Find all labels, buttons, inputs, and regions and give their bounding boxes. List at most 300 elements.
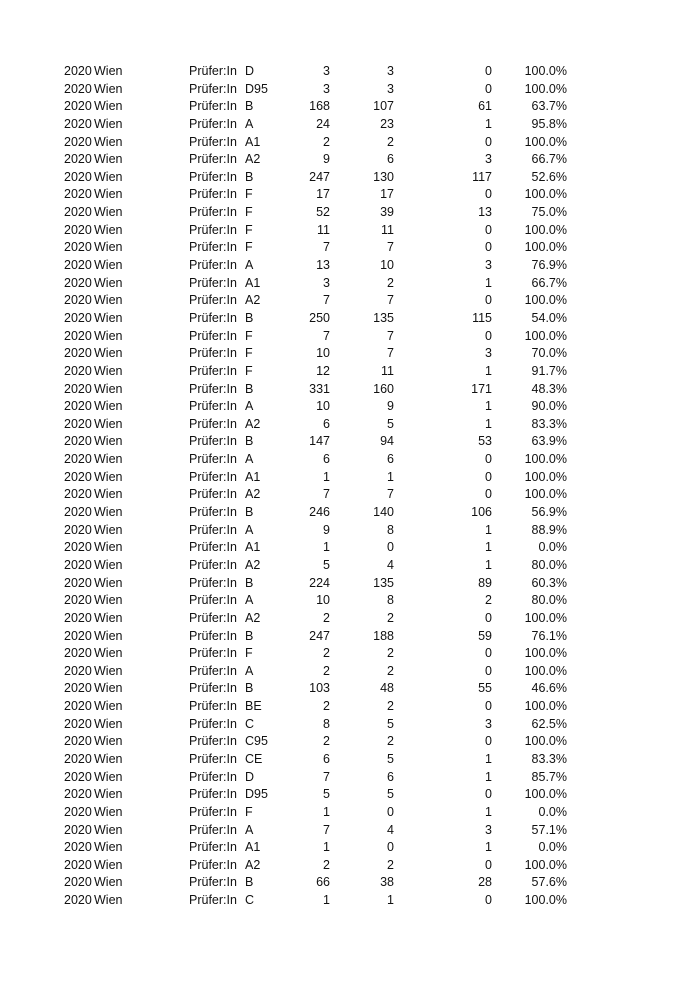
pass-rate-cell: 100.0%: [524, 663, 567, 678]
total-count-cell: 5: [323, 787, 330, 802]
role-cell: Prüfer:In: [189, 275, 237, 290]
total-count-cell: 7: [323, 328, 330, 343]
year-cell: 2020: [64, 469, 92, 484]
total-count-cell: 1: [323, 893, 330, 908]
table-row: [0, 222, 700, 240]
total-count-cell: 147: [309, 434, 330, 449]
city-cell: Wien: [94, 663, 123, 678]
total-count-cell: 247: [309, 628, 330, 643]
pass-rate-cell: 100.0%: [524, 293, 567, 308]
city-cell: Wien: [94, 822, 123, 837]
pass-rate-cell: 100.0%: [524, 893, 567, 908]
role-cell: Prüfer:In: [189, 328, 237, 343]
role-cell: Prüfer:In: [189, 240, 237, 255]
role-cell: Prüfer:In: [189, 751, 237, 766]
city-cell: Wien: [94, 258, 123, 273]
year-cell: 2020: [64, 222, 92, 237]
failed-count-cell: 1: [485, 275, 492, 290]
failed-count-cell: 115: [472, 310, 492, 325]
total-count-cell: 3: [323, 64, 330, 78]
passed-count-cell: 23: [380, 116, 394, 131]
year-cell: 2020: [64, 416, 92, 431]
license-class-cell: B: [245, 434, 254, 449]
passed-count-cell: 1: [387, 893, 394, 908]
city-cell: Wien: [94, 505, 123, 520]
city-cell: Wien: [94, 328, 123, 343]
pass-rate-cell: 76.9%: [531, 258, 567, 273]
passed-count-cell: 7: [387, 293, 394, 308]
pass-rate-cell: 100.0%: [524, 328, 567, 343]
total-count-cell: 6: [323, 751, 330, 766]
total-count-cell: 2: [323, 699, 330, 714]
city-cell: Wien: [94, 99, 123, 114]
pass-rate-cell: 100.0%: [524, 787, 567, 802]
role-cell: Prüfer:In: [189, 663, 237, 678]
role-cell: Prüfer:In: [189, 81, 237, 96]
license-class-cell: F: [245, 363, 253, 378]
role-cell: Prüfer:In: [189, 487, 237, 502]
license-class-cell: A1: [245, 540, 261, 555]
passed-count-cell: 135: [373, 575, 394, 590]
failed-count-cell: 59: [478, 628, 492, 643]
passed-count-cell: 1: [387, 469, 394, 484]
passed-count-cell: 2: [387, 610, 394, 625]
table-row: [0, 328, 700, 346]
table-row: [0, 557, 700, 575]
passed-count-cell: 3: [387, 81, 394, 96]
pass-rate-cell: 100.0%: [524, 240, 567, 255]
table-row: [0, 451, 700, 469]
role-cell: Prüfer:In: [189, 64, 237, 78]
failed-count-cell: 0: [485, 293, 492, 308]
total-count-cell: 7: [323, 487, 330, 502]
passed-count-cell: 5: [387, 751, 394, 766]
passed-count-cell: 48: [380, 681, 394, 696]
total-count-cell: 2: [323, 663, 330, 678]
table-row: [0, 81, 700, 99]
total-count-cell: 8: [323, 716, 330, 731]
year-cell: 2020: [64, 681, 92, 696]
year-cell: 2020: [64, 575, 92, 590]
year-cell: 2020: [64, 663, 92, 678]
passed-count-cell: 5: [387, 716, 394, 731]
pass-rate-cell: 54.0%: [531, 310, 567, 325]
role-cell: Prüfer:In: [189, 822, 237, 837]
license-class-cell: B: [245, 99, 254, 114]
license-class-cell: B: [245, 875, 254, 890]
license-class-cell: D95: [245, 787, 268, 802]
pass-rate-cell: 80.0%: [531, 593, 567, 608]
table-row: [0, 575, 700, 593]
pass-rate-cell: 66.7%: [531, 275, 567, 290]
table-row: [0, 63, 700, 81]
total-count-cell: 250: [309, 310, 330, 325]
passed-count-cell: 39: [380, 205, 394, 220]
license-class-cell: D95: [245, 81, 268, 96]
city-cell: Wien: [94, 787, 123, 802]
role-cell: Prüfer:In: [189, 222, 237, 237]
year-cell: 2020: [64, 134, 92, 149]
city-cell: Wien: [94, 222, 123, 237]
city-cell: Wien: [94, 734, 123, 749]
license-class-cell: F: [245, 346, 253, 361]
passed-count-cell: 107: [373, 99, 394, 114]
passed-count-cell: 0: [387, 804, 394, 819]
failed-count-cell: 0: [485, 487, 492, 502]
year-cell: 2020: [64, 434, 92, 449]
passed-count-cell: 94: [380, 434, 394, 449]
total-count-cell: 6: [323, 452, 330, 467]
table-row: [0, 839, 700, 857]
total-count-cell: 2: [323, 134, 330, 149]
role-cell: Prüfer:In: [189, 769, 237, 784]
role-cell: Prüfer:In: [189, 716, 237, 731]
license-class-cell: A: [245, 663, 254, 678]
city-cell: Wien: [94, 205, 123, 220]
role-cell: Prüfer:In: [189, 293, 237, 308]
table-row: [0, 257, 700, 275]
passed-count-cell: 4: [387, 822, 394, 837]
year-cell: 2020: [64, 363, 92, 378]
failed-count-cell: 1: [485, 416, 492, 431]
failed-count-cell: 55: [478, 681, 492, 696]
passed-count-cell: 5: [387, 787, 394, 802]
table-row: [0, 275, 700, 293]
total-count-cell: 10: [316, 399, 330, 414]
passed-count-cell: 7: [387, 346, 394, 361]
role-cell: Prüfer:In: [189, 152, 237, 167]
passed-count-cell: 2: [387, 699, 394, 714]
total-count-cell: 2: [323, 734, 330, 749]
pass-rate-cell: 0.0%: [538, 540, 567, 555]
pass-rate-cell: 85.7%: [531, 769, 567, 784]
total-count-cell: 24: [316, 116, 330, 131]
total-count-cell: 3: [323, 81, 330, 96]
license-class-cell: F: [245, 240, 253, 255]
table-row: [0, 363, 700, 381]
city-cell: Wien: [94, 469, 123, 484]
total-count-cell: 1: [323, 469, 330, 484]
city-cell: Wien: [94, 769, 123, 784]
failed-count-cell: 3: [485, 152, 492, 167]
year-cell: 2020: [64, 381, 92, 396]
year-cell: 2020: [64, 522, 92, 537]
passed-count-cell: 6: [387, 152, 394, 167]
license-class-cell: B: [245, 381, 254, 396]
failed-count-cell: 0: [485, 81, 492, 96]
license-class-cell: A1: [245, 469, 261, 484]
passed-count-cell: 2: [387, 646, 394, 661]
pass-rate-cell: 100.0%: [524, 81, 567, 96]
role-cell: Prüfer:In: [189, 116, 237, 131]
city-cell: Wien: [94, 275, 123, 290]
year-cell: 2020: [64, 540, 92, 555]
role-cell: Prüfer:In: [189, 522, 237, 537]
failed-count-cell: 106: [471, 505, 492, 520]
passed-count-cell: 0: [387, 840, 394, 855]
city-cell: Wien: [94, 575, 123, 590]
role-cell: Prüfer:In: [189, 699, 237, 714]
city-cell: Wien: [94, 434, 123, 449]
failed-count-cell: 0: [485, 187, 492, 202]
failed-count-cell: 0: [485, 893, 492, 908]
failed-count-cell: 0: [485, 64, 492, 78]
city-cell: Wien: [94, 804, 123, 819]
role-cell: Prüfer:In: [189, 875, 237, 890]
role-cell: Prüfer:In: [189, 381, 237, 396]
table-row: [0, 292, 700, 310]
license-class-cell: F: [245, 804, 253, 819]
license-class-cell: BE: [245, 699, 262, 714]
role-cell: Prüfer:In: [189, 99, 237, 114]
passed-count-cell: 2: [387, 857, 394, 872]
year-cell: 2020: [64, 804, 92, 819]
license-class-cell: B: [245, 575, 254, 590]
passed-count-cell: 7: [387, 487, 394, 502]
table-row: [0, 239, 700, 257]
failed-count-cell: 0: [485, 734, 492, 749]
city-cell: Wien: [94, 64, 123, 78]
passed-count-cell: 8: [387, 593, 394, 608]
year-cell: 2020: [64, 452, 92, 467]
table-row: [0, 663, 700, 681]
license-class-cell: A2: [245, 152, 261, 167]
pass-rate-cell: 100.0%: [524, 487, 567, 502]
year-cell: 2020: [64, 187, 92, 202]
pass-rate-cell: 0.0%: [538, 840, 567, 855]
year-cell: 2020: [64, 328, 92, 343]
failed-count-cell: 1: [485, 363, 492, 378]
passed-count-cell: 5: [387, 416, 394, 431]
passed-count-cell: 135: [373, 310, 394, 325]
table-row: [0, 345, 700, 363]
year-cell: 2020: [64, 699, 92, 714]
city-cell: Wien: [94, 557, 123, 572]
license-class-cell: CE: [245, 751, 263, 766]
passed-count-cell: 2: [387, 734, 394, 749]
license-class-cell: F: [245, 328, 253, 343]
pass-rate-cell: 91.7%: [531, 363, 567, 378]
city-cell: Wien: [94, 81, 123, 96]
pass-rate-cell: 100.0%: [524, 452, 567, 467]
passed-count-cell: 8: [387, 522, 394, 537]
license-class-cell: C: [245, 716, 255, 731]
year-cell: 2020: [64, 628, 92, 643]
failed-count-cell: 89: [478, 575, 492, 590]
table-row: [0, 433, 700, 451]
pass-rate-cell: 66.7%: [531, 152, 567, 167]
role-cell: Prüfer:In: [189, 363, 237, 378]
pass-rate-cell: 70.0%: [531, 346, 567, 361]
role-cell: Prüfer:In: [189, 469, 237, 484]
role-cell: Prüfer:In: [189, 346, 237, 361]
failed-count-cell: 0: [485, 857, 492, 872]
city-cell: Wien: [94, 381, 123, 396]
year-cell: 2020: [64, 99, 92, 114]
role-cell: Prüfer:In: [189, 452, 237, 467]
table-row: [0, 698, 700, 716]
pass-rate-cell: 80.0%: [531, 557, 567, 572]
pass-rate-cell: 83.3%: [531, 416, 567, 431]
city-cell: Wien: [94, 416, 123, 431]
failed-count-cell: 0: [485, 240, 492, 255]
role-cell: Prüfer:In: [189, 804, 237, 819]
role-cell: Prüfer:In: [189, 893, 237, 908]
total-count-cell: 5: [323, 557, 330, 572]
year-cell: 2020: [64, 258, 92, 273]
passed-count-cell: 7: [387, 240, 394, 255]
failed-count-cell: 3: [485, 258, 492, 273]
table-row: [0, 628, 700, 646]
total-count-cell: 7: [323, 769, 330, 784]
role-cell: Prüfer:In: [189, 628, 237, 643]
failed-count-cell: 1: [485, 751, 492, 766]
pass-rate-cell: 100.0%: [524, 222, 567, 237]
role-cell: Prüfer:In: [189, 187, 237, 202]
pass-rate-cell: 100.0%: [524, 134, 567, 149]
license-class-cell: B: [245, 681, 254, 696]
failed-count-cell: 1: [485, 840, 492, 855]
pass-rate-cell: 100.0%: [524, 469, 567, 484]
city-cell: Wien: [94, 840, 123, 855]
failed-count-cell: 0: [485, 134, 492, 149]
failed-count-cell: 3: [485, 716, 492, 731]
city-cell: Wien: [94, 646, 123, 661]
city-cell: Wien: [94, 452, 123, 467]
table-row: [0, 469, 700, 487]
pass-rate-cell: 100.0%: [524, 646, 567, 661]
total-count-cell: 2: [323, 610, 330, 625]
city-cell: Wien: [94, 893, 123, 908]
pass-rate-cell: 57.1%: [531, 822, 567, 837]
role-cell: Prüfer:In: [189, 857, 237, 872]
role-cell: Prüfer:In: [189, 205, 237, 220]
pass-rate-cell: 48.3%: [531, 381, 567, 396]
total-count-cell: 7: [323, 293, 330, 308]
passed-count-cell: 9: [387, 399, 394, 414]
city-cell: Wien: [94, 716, 123, 731]
city-cell: Wien: [94, 593, 123, 608]
table-row: [0, 786, 700, 804]
failed-count-cell: 13: [478, 205, 492, 220]
table-row: [0, 716, 700, 734]
passed-count-cell: 38: [380, 875, 394, 890]
license-class-cell: F: [245, 205, 253, 220]
role-cell: Prüfer:In: [189, 310, 237, 325]
total-count-cell: 1: [323, 840, 330, 855]
pass-rate-cell: 95.8%: [531, 116, 567, 131]
license-class-cell: A: [245, 452, 254, 467]
table-row: [0, 645, 700, 663]
license-class-cell: F: [245, 187, 253, 202]
table-row: [0, 522, 700, 540]
total-count-cell: 2: [323, 646, 330, 661]
table-row: [0, 874, 700, 892]
role-cell: Prüfer:In: [189, 681, 237, 696]
city-cell: Wien: [94, 751, 123, 766]
table-row: [0, 486, 700, 504]
total-count-cell: 3: [323, 275, 330, 290]
passed-count-cell: 17: [380, 187, 394, 202]
data-table: [0, 63, 700, 910]
year-cell: 2020: [64, 399, 92, 414]
role-cell: Prüfer:In: [189, 840, 237, 855]
city-cell: Wien: [94, 152, 123, 167]
total-count-cell: 7: [323, 240, 330, 255]
year-cell: 2020: [64, 505, 92, 520]
license-class-cell: A: [245, 399, 254, 414]
role-cell: Prüfer:In: [189, 734, 237, 749]
year-cell: 2020: [64, 152, 92, 167]
failed-count-cell: 171: [471, 381, 492, 396]
license-class-cell: B: [245, 505, 254, 520]
license-class-cell: A1: [245, 275, 261, 290]
license-class-cell: B: [245, 310, 254, 325]
license-class-cell: A2: [245, 857, 261, 872]
pass-rate-cell: 56.9%: [531, 505, 567, 520]
license-class-cell: A1: [245, 840, 261, 855]
total-count-cell: 224: [309, 575, 330, 590]
year-cell: 2020: [64, 81, 92, 96]
pass-rate-cell: 100.0%: [524, 610, 567, 625]
table-row: [0, 134, 700, 152]
role-cell: Prüfer:In: [189, 169, 237, 184]
pass-rate-cell: 100.0%: [524, 734, 567, 749]
failed-count-cell: 0: [485, 699, 492, 714]
failed-count-cell: 53: [478, 434, 492, 449]
table-row: [0, 169, 700, 187]
city-cell: Wien: [94, 240, 123, 255]
city-cell: Wien: [94, 875, 123, 890]
failed-count-cell: 117: [472, 169, 492, 184]
role-cell: Prüfer:In: [189, 505, 237, 520]
passed-count-cell: 10: [380, 258, 394, 273]
failed-count-cell: 1: [485, 557, 492, 572]
city-cell: Wien: [94, 310, 123, 325]
passed-count-cell: 11: [381, 222, 394, 237]
passed-count-cell: 2: [387, 134, 394, 149]
total-count-cell: 247: [309, 169, 330, 184]
year-cell: 2020: [64, 557, 92, 572]
table-row: [0, 733, 700, 751]
total-count-cell: 9: [323, 152, 330, 167]
table-row: [0, 804, 700, 822]
total-count-cell: 13: [316, 258, 330, 273]
pass-rate-cell: 60.3%: [531, 575, 567, 590]
passed-count-cell: 7: [387, 328, 394, 343]
table-row: [0, 98, 700, 116]
city-cell: Wien: [94, 187, 123, 202]
license-class-cell: A2: [245, 416, 261, 431]
failed-count-cell: 61: [478, 99, 492, 114]
total-count-cell: 168: [309, 99, 330, 114]
passed-count-cell: 2: [387, 275, 394, 290]
total-count-cell: 7: [323, 822, 330, 837]
failed-count-cell: 1: [485, 116, 492, 131]
city-cell: Wien: [94, 346, 123, 361]
table-row: [0, 398, 700, 416]
total-count-cell: 2: [323, 857, 330, 872]
total-count-cell: 52: [316, 205, 330, 220]
year-cell: 2020: [64, 64, 92, 78]
passed-count-cell: 11: [381, 363, 394, 378]
pass-rate-cell: 100.0%: [524, 699, 567, 714]
license-class-cell: A2: [245, 293, 261, 308]
passed-count-cell: 0: [387, 540, 394, 555]
year-cell: 2020: [64, 116, 92, 131]
role-cell: Prüfer:In: [189, 575, 237, 590]
table-row: [0, 186, 700, 204]
